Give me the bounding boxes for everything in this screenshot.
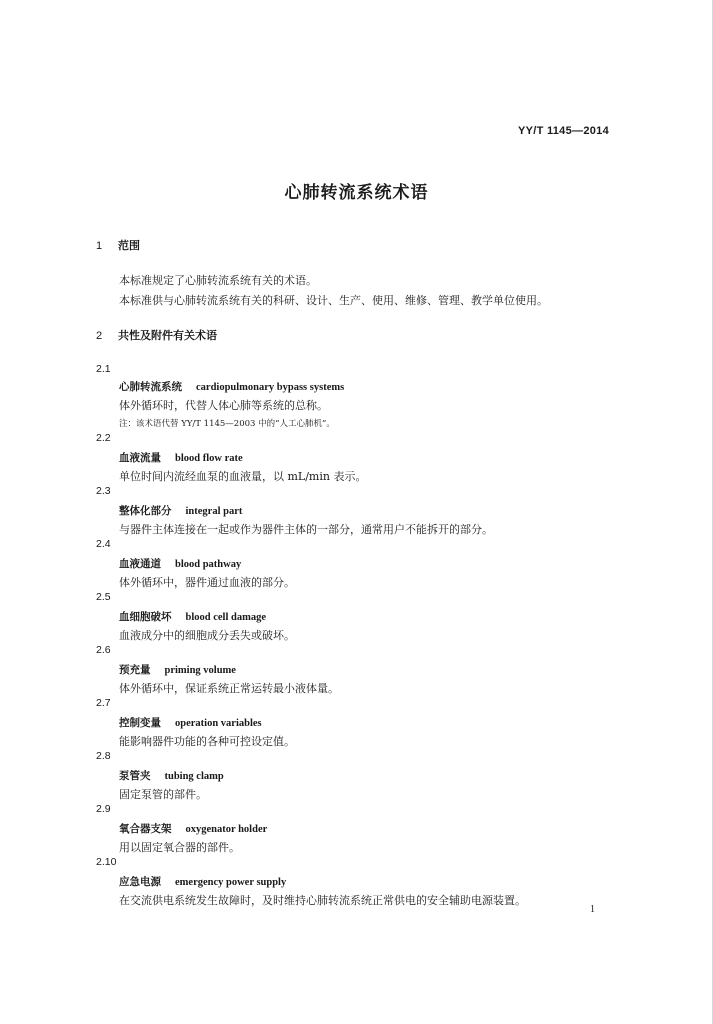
term-definition: 用以固定氧合器的部件。 — [119, 841, 240, 854]
term-english: priming volume — [164, 665, 236, 676]
term-chinese: 血细胞破坏 — [119, 611, 172, 623]
term-number: 2.4 — [96, 538, 111, 550]
term-english: integral part — [185, 506, 243, 517]
term-number: 2.9 — [96, 803, 111, 815]
term-number: 2.6 — [96, 644, 111, 656]
term-english: blood flow rate — [175, 453, 243, 464]
section-title: 范围 — [118, 239, 140, 252]
term-heading — [119, 768, 224, 783]
term-definition: 在交流供电系统发生故障时，及时维持心肺转流系统正常供电的安全辅助电源装置。 — [119, 894, 526, 907]
term-chinese: 应急电源 — [119, 876, 161, 888]
section-number: 1 — [96, 240, 103, 252]
term-chinese: 整体化部分 — [119, 505, 172, 517]
term-heading — [119, 662, 236, 677]
term-chinese: 血液通道 — [119, 558, 161, 570]
term-number: 2.3 — [96, 485, 111, 497]
term-definition: 与器件主体连接在一起或作为器件主体的一部分，通常用户不能拆开的部分。 — [119, 523, 493, 536]
term-definition: 能影响器件功能的各种可控设定值。 — [119, 735, 295, 748]
term-heading — [119, 609, 266, 624]
term-chinese: 预充量 — [119, 664, 151, 676]
term-chinese: 控制变量 — [119, 717, 161, 729]
term-number: 2.7 — [96, 697, 111, 709]
term-english: tubing clamp — [164, 771, 224, 782]
term-heading — [119, 503, 242, 518]
scope-paragraph: 本标准规定了心肺转流系统有关的术语。 — [119, 274, 317, 287]
term-number: 2.8 — [96, 750, 111, 762]
term-number: 2.10 — [96, 856, 117, 868]
term-definition: 体外循环中，保证系统正常运转最小液体量。 — [119, 682, 339, 695]
term-definition: 固定泵管的部件。 — [119, 788, 207, 801]
term-note: 注：该术语代替 YY/T 1145—2003 中的“人工心肺机”。 — [119, 419, 335, 429]
term-heading — [119, 450, 243, 465]
section-heading-terms — [96, 327, 217, 343]
term-english: operation variables — [175, 718, 262, 729]
term-number: 2.2 — [96, 432, 111, 444]
term-heading — [119, 556, 241, 571]
term-chinese: 氧合器支架 — [119, 823, 172, 835]
scope-paragraph: 本标准供与心肺转流系统有关的科研、设计、生产、使用、维修、管理、教学单位使用。 — [119, 294, 548, 307]
term-english: oxygenator holder — [185, 824, 268, 835]
term-chinese: 心肺转流系统 — [119, 381, 182, 393]
term-heading — [119, 715, 262, 730]
term-definition: 血液成分中的细胞成分丢失或破坏。 — [119, 629, 295, 642]
term-number: 2.5 — [96, 591, 111, 603]
term-heading — [119, 821, 267, 836]
term-number: 2.1 — [96, 363, 111, 375]
section-heading-scope — [96, 237, 140, 253]
section-number: 2 — [96, 330, 103, 342]
page-number: 1 — [590, 904, 595, 915]
term-heading — [119, 379, 344, 394]
term-heading — [119, 874, 286, 889]
term-english: blood cell damage — [185, 612, 266, 623]
document-title: 心肺转流系统术语 — [284, 183, 429, 203]
term-chinese: 血液流量 — [119, 452, 161, 464]
term-chinese: 泵管夹 — [119, 770, 151, 782]
term-definition: 单位时间内流经血泵的血液量，以 mL/min 表示。 — [119, 470, 367, 483]
section-title: 共性及附件有关术语 — [118, 329, 217, 342]
term-definition: 体外循环中，器件通过血液的部分。 — [119, 576, 295, 589]
term-english: blood pathway — [175, 559, 242, 570]
standard-number: YY/T 1145—2014 — [517, 125, 609, 137]
term-english: cardiopulmonary bypass systems — [196, 382, 345, 393]
term-definition: 体外循环时，代替人体心肺等系统的总称。 — [119, 399, 328, 412]
term-english: emergency power supply — [175, 877, 287, 888]
